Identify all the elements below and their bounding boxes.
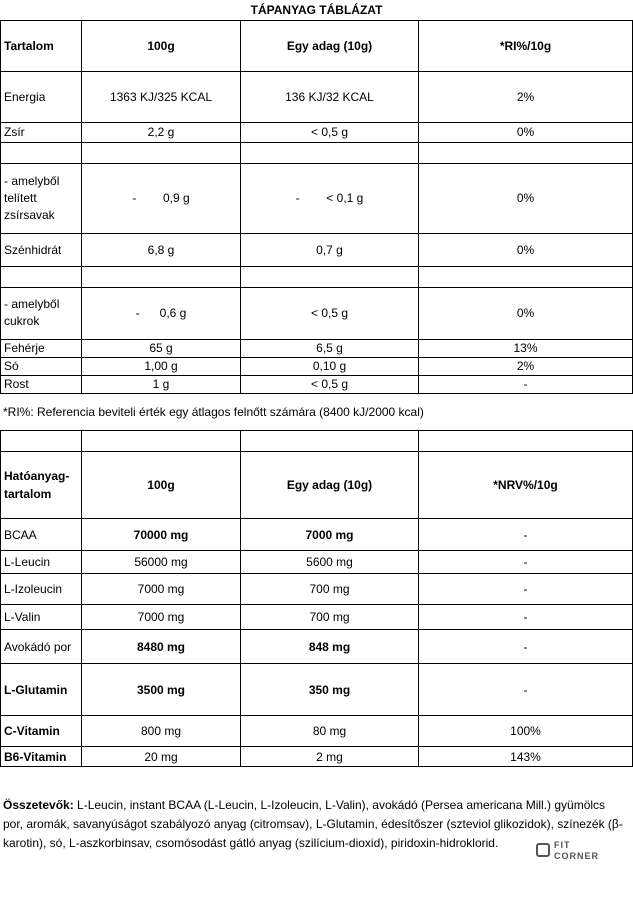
row-label: Fehérje bbox=[1, 339, 82, 357]
row-serving: 700 mg bbox=[241, 574, 419, 605]
row-100g: 1 g bbox=[82, 375, 241, 393]
row-label: L-Leucin bbox=[1, 551, 82, 574]
row-label: Zsír bbox=[1, 122, 82, 142]
row-serving: 7000 mg bbox=[241, 519, 419, 551]
row-nrv: - bbox=[419, 574, 633, 605]
row-ri: 2% bbox=[419, 71, 633, 122]
row-nrv: 100% bbox=[419, 716, 633, 747]
table-row bbox=[1, 287, 633, 339]
row-nrv: - bbox=[419, 664, 633, 716]
fitcorner-logo bbox=[536, 838, 608, 864]
row-serving: 848 mg bbox=[241, 630, 419, 664]
header-content: Tartalom bbox=[1, 20, 82, 71]
row-100g: 20 mg bbox=[82, 747, 241, 767]
row-100g: 8480 mg bbox=[82, 630, 241, 664]
row-serving: < 0,5 g bbox=[241, 375, 419, 393]
row-label: BCAA bbox=[1, 519, 82, 551]
row-100g: 800 mg bbox=[82, 716, 241, 747]
row-serving: 136 KJ/32 KCAL bbox=[241, 71, 419, 122]
row-nrv: - bbox=[419, 519, 633, 551]
header-100g: 100g bbox=[82, 452, 241, 519]
blank-row bbox=[1, 266, 633, 287]
row-100g: 2,2 g bbox=[82, 122, 241, 142]
header-nrv: *NRV%/10g bbox=[419, 452, 633, 519]
table-row bbox=[1, 747, 633, 767]
row-label: - amelyből cukrok bbox=[1, 287, 82, 339]
table-row bbox=[1, 122, 633, 142]
table-row bbox=[1, 630, 633, 664]
row-ri: - bbox=[419, 375, 633, 393]
row-serving: 2 mg bbox=[241, 747, 419, 767]
row-100g: 65 g bbox=[82, 339, 241, 357]
row-serving: < 0,5 g bbox=[241, 122, 419, 142]
table-row bbox=[1, 357, 633, 375]
row-serving: 6,5 g bbox=[241, 339, 419, 357]
row-label: - amelyből telített zsírsavak bbox=[1, 163, 82, 233]
active-header-row bbox=[1, 452, 633, 519]
row-serving: - < 0,1 g bbox=[241, 163, 419, 233]
header-ri: *RI%/10g bbox=[419, 20, 633, 71]
row-100g: 1363 KJ/325 KCAL bbox=[82, 71, 241, 122]
header-active-content: Hatóanyag-tartalom bbox=[1, 452, 82, 519]
table-row bbox=[1, 551, 633, 574]
row-serving: < 0,5 g bbox=[241, 287, 419, 339]
row-100g: - 0,6 g bbox=[82, 287, 241, 339]
row-ri: 0% bbox=[419, 122, 633, 142]
ingredients-text bbox=[3, 796, 628, 853]
table-row bbox=[1, 519, 633, 551]
ingredients-label: Összetevők: bbox=[3, 798, 74, 812]
row-ri: 0% bbox=[419, 233, 633, 266]
row-label: C-Vitamin bbox=[1, 716, 82, 747]
row-ri: 13% bbox=[419, 339, 633, 357]
row-nrv: - bbox=[419, 605, 633, 630]
logo-line2: CORNER bbox=[554, 851, 600, 861]
row-100g: - 0,9 g bbox=[82, 163, 241, 233]
row-label: Energia bbox=[1, 71, 82, 122]
ingredients-list: L-Leucin, instant BCAA (L-Leucin, L-Izoleucin, L-Valin), avokádó (Persea americana Mill.) gyümölcs por, aromák, savanyúságot szabályozó anyag (citromsav), L-Glutamin, édesítőszer (szteviol glikozidok), színezék (β-karotin), só, L-aszkorbinsav, csomósodást gátló anyag (szilícium-dioxid), piridoxin-hidroklorid. bbox=[3, 798, 623, 850]
row-serving: 700 mg bbox=[241, 605, 419, 630]
row-100g: 7000 mg bbox=[82, 605, 241, 630]
row-100g: 3500 mg bbox=[82, 664, 241, 716]
nutrition-table bbox=[0, 0, 633, 394]
row-serving: 0,10 g bbox=[241, 357, 419, 375]
row-label: Só bbox=[1, 357, 82, 375]
row-100g: 6,8 g bbox=[82, 233, 241, 266]
blank-row bbox=[1, 431, 633, 452]
row-serving: 350 mg bbox=[241, 664, 419, 716]
header-100g: 100g bbox=[82, 20, 241, 71]
blank-row bbox=[1, 142, 633, 163]
row-100g: 1,00 g bbox=[82, 357, 241, 375]
header-serving: Egy adag (10g) bbox=[241, 20, 419, 71]
table-row bbox=[1, 163, 633, 233]
row-label: Szénhidrát bbox=[1, 233, 82, 266]
table-row bbox=[1, 375, 633, 393]
row-label: B6-Vitamin bbox=[1, 747, 82, 767]
row-ri: 0% bbox=[419, 287, 633, 339]
row-ri: 0% bbox=[419, 163, 633, 233]
row-label: L-Izoleucin bbox=[1, 574, 82, 605]
logo-mark-icon bbox=[536, 843, 550, 857]
row-serving: 80 mg bbox=[241, 716, 419, 747]
row-nrv: - bbox=[419, 630, 633, 664]
table-row bbox=[1, 339, 633, 357]
ri-note: *RI%: Referencia beviteli érték egy átlagos felnőtt számára (8400 kJ/2000 kcal) bbox=[3, 405, 424, 419]
row-ri: 2% bbox=[419, 357, 633, 375]
row-label: Avokádó por bbox=[1, 630, 82, 664]
table-row bbox=[1, 574, 633, 605]
row-label: L-Glutamin bbox=[1, 664, 82, 716]
table-row bbox=[1, 716, 633, 747]
row-100g: 70000 mg bbox=[82, 519, 241, 551]
row-label: L-Valin bbox=[1, 605, 82, 630]
table-row bbox=[1, 664, 633, 716]
nutrition-header-row bbox=[1, 20, 633, 71]
active-ingredients-table bbox=[0, 430, 633, 767]
table-row bbox=[1, 605, 633, 630]
row-100g: 56000 mg bbox=[82, 551, 241, 574]
row-serving: 5600 mg bbox=[241, 551, 419, 574]
row-label: Rost bbox=[1, 375, 82, 393]
header-serving: Egy adag (10g) bbox=[241, 452, 419, 519]
row-100g: 7000 mg bbox=[82, 574, 241, 605]
table-row bbox=[1, 233, 633, 266]
table-row bbox=[1, 71, 633, 122]
logo-line1: FIT bbox=[554, 840, 571, 850]
row-nrv: 143% bbox=[419, 747, 633, 767]
row-serving: 0,7 g bbox=[241, 233, 419, 266]
row-nrv: - bbox=[419, 551, 633, 574]
table-title: TÁPANYAG TÁBLÁZAT bbox=[1, 0, 633, 20]
